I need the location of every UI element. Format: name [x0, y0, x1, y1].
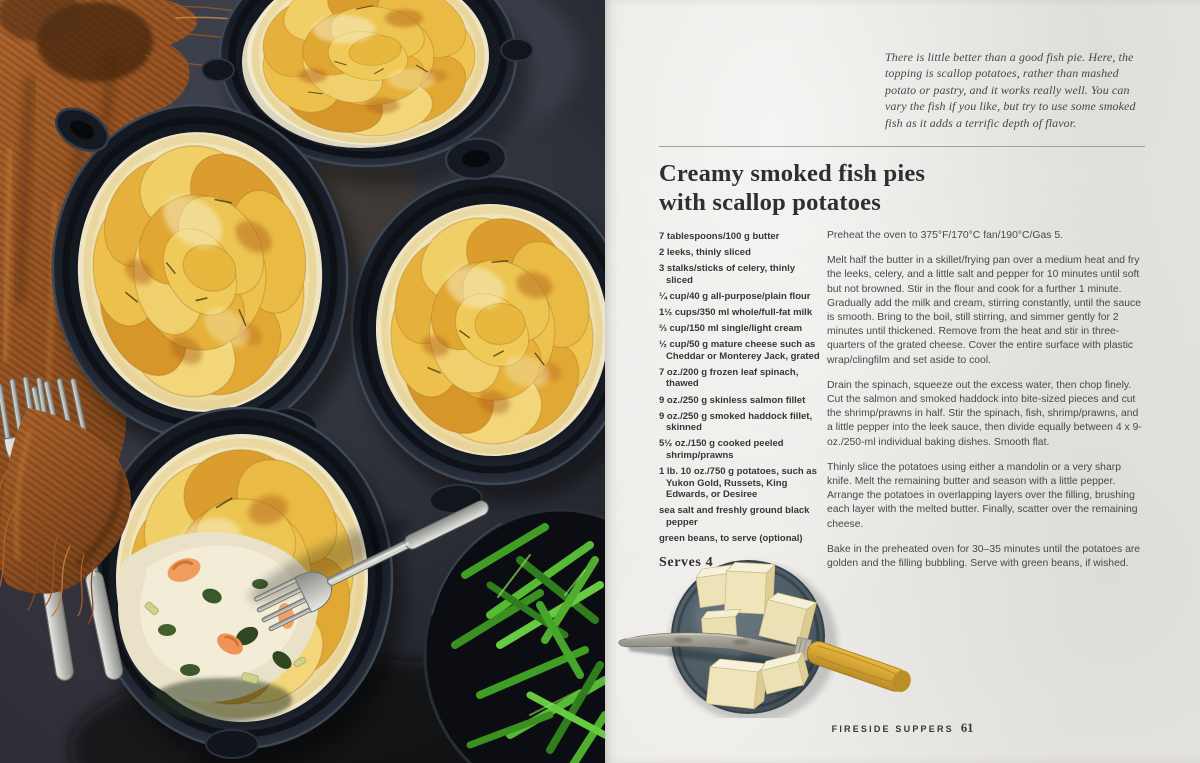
- method-paragraph: Thinly slice the potatoes using either a mandolin or a very sharp knife. Melt the remaining butter and season with a little pepper. Arrange the potatoes in overlapping layers over the filling, brushing each layer with the melted butter. Finally, scatter over the remaining cheese.: [827, 461, 1138, 530]
- divider-rule: [659, 146, 1145, 147]
- ingredient-item: sea salt and freshly ground black pepper: [659, 505, 810, 528]
- ingredient-item: 1½ cups/350 ml whole/full-fat milk: [659, 306, 813, 318]
- ingredient-item: 2 leeks, thinly sliced: [659, 247, 751, 259]
- method-paragraph: Bake in the preheated oven for 30–35 minutes until the potatoes are golden and the filling bubbling. Serve with green beans, if wished.: [827, 543, 1141, 570]
- ingredient-item: 1 lb. 10 oz./750 g potatoes, such as Yukon Gold, Russets, King Edwards, or Desiree: [659, 466, 817, 501]
- ingredient-item: ⅔ cup/150 ml single/light cream: [659, 323, 803, 335]
- ingredient-item: green beans, to serve (optional): [659, 532, 803, 544]
- recipe-intro: There is little better than a good fish pie. Here, the topping is scallop potatoes, rather than mashed potato or pastry, and it works really well. You can vary the fish if you like, but try to use some smoked fish as it adds a terrific depth of flavor.: [885, 50, 1136, 130]
- ingredient-item: ¼ cup/40 g all-purpose/plain flour: [659, 290, 811, 302]
- page-number: 61: [960, 721, 974, 735]
- ingredient-item: 9 oz./250 g skinless salmon fillet: [659, 394, 806, 406]
- ingredient-item: 9 oz./250 g smoked haddock fillet, skinned: [659, 410, 813, 434]
- ingredient-item: ½ cup/50 g mature cheese such as Cheddar or Monterey Jack, grated: [659, 339, 820, 362]
- recipe-page: [605, 0, 1200, 763]
- recipe-title-line1: Creamy smoked fish pies: [659, 160, 926, 187]
- recipe-title: [659, 160, 925, 217]
- butter-plate-photo: [613, 546, 947, 718]
- method-paragraph: Preheat the oven to 375°F/170°C fan/190°C/Gas 5.: [827, 230, 1064, 241]
- ingredients-column: [659, 231, 822, 571]
- serves-label: Serves 4: [659, 554, 714, 570]
- ingredient-item: 3 stalks/sticks of celery, thinly sliced: [659, 263, 796, 286]
- method-paragraph: Drain the spinach, squeeze out the excess water, then chop finely. Cut the salmon and smoked haddock into bite-sized pieces and cut the shrimp/prawns in half. Stir the spinach, fish, shrimp/prawns, and a little pepper into the leek sauce, then divide equally between 4 x 9-oz./250-ml individual baking dishes. Smooth flat.: [827, 379, 1142, 448]
- method-paragraph: Melt half the butter in a skillet/frying pan over a medium heat and fry the leeks, celery, and a little salt and pepper for 10 minutes until soft but not browned. Stir in the flour and cook for a further 1 minute. Gradually add the milk and cream, stirring constantly, until the sauce is smooth. Bring to the boil, still stirring, and simmer gently for 2 minutes until thickened. Remove from the heat and stir in three-quarters of the grated cheese. Cover the entire surface with plastic wrap/clingfilm and set aside to cool.: [827, 255, 1141, 366]
- ingredient-item: 7 oz./200 g frozen leaf spinach, thawed: [659, 366, 799, 390]
- recipe-title-line2: with scallop potatoes: [659, 188, 881, 216]
- ingredient-item: 7 tablespoons/100 g butter: [659, 231, 780, 242]
- ingredient-item: 5½ oz./150 g cooked peeled shrimp/prawns: [659, 438, 784, 461]
- page-footer: [605, 719, 1200, 737]
- method-steps: [827, 229, 1145, 582]
- section-label: FIRESIDE SUPPERS: [831, 724, 954, 734]
- ramekin-handle: [206, 730, 258, 758]
- ingredients-list: [659, 231, 822, 545]
